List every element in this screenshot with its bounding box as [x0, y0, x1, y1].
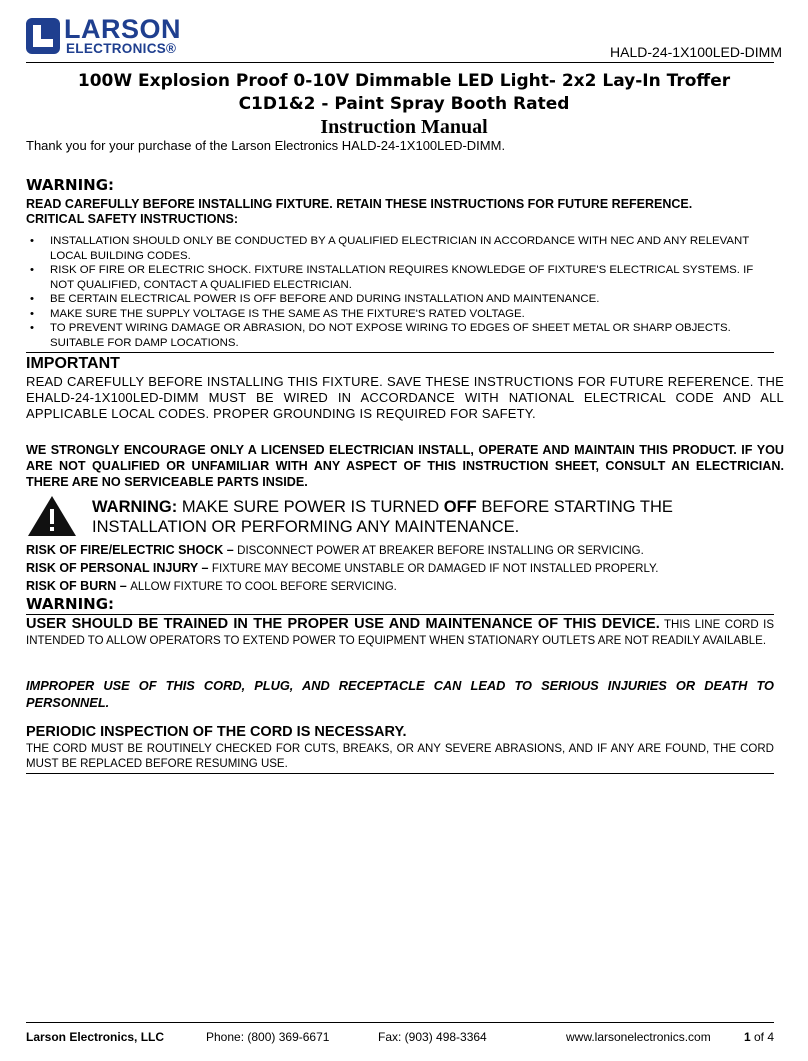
header-divider	[26, 62, 774, 63]
warning2-divider	[26, 614, 774, 615]
risk-text: FIXTURE MAY BECOME UNSTABLE OR DAMAGED IF NOT INSTALLED PROPERLY.	[211, 563, 659, 575]
safety-bullet-list	[26, 234, 766, 350]
power-warning-label: WARNING:	[92, 498, 178, 516]
training-lead: USER SHOULD BE TRAINED IN THE PROPER USE AND MAINTENANCE OF THIS DEVICE.	[26, 616, 660, 632]
logo-brand-line1: LARSON	[64, 14, 181, 44]
power-warning-line2: INSTALLATION OR PERFORMING ANY MAINTENANCE.	[92, 518, 520, 536]
list-item: • BE CERTAIN ELECTRICAL POWER IS OFF BEFORE AND DURING INSTALLATION AND MAINTENANCE.	[26, 292, 766, 307]
warning-triangle-icon	[26, 494, 78, 538]
footer-phone: Phone: (800) 369-6671	[206, 1030, 330, 1044]
risk-text: DISCONNECT POWER AT BREAKER BEFORE INSTALLING OR SERVICING.	[237, 545, 644, 557]
licensed-electrician-paragraph: WE STRONGLY ENCOURAGE ONLY A LICENSED ELECTRICIAN INSTALL, OPERATE AND MAINTAIN THIS PRODUCT. IF YOU ARE NOT QUALIFIED OR UNFAMILIAR WITH ANY ASPECT OF THIS INSTRUCTION SHEET, CONSULT AN ELECTRICIAN. THERE ARE NO SERVICEABLE PARTS INSIDE.	[26, 443, 784, 489]
power-warning-text-a: MAKE SURE POWER IS TURNED	[177, 498, 444, 516]
risk-label: RISK OF FIRE/ELECTRIC SHOCK –	[26, 543, 238, 557]
warning-heading-2: WARNING:	[26, 595, 115, 613]
risk-text: ALLOW FIXTURE TO COOL BEFORE SERVICING.	[130, 581, 397, 593]
training-paragraph	[26, 616, 774, 649]
logo-mark-icon	[26, 18, 60, 54]
doc-title-line1: 100W Explosion Proof 0-10V Dimmable LED Light- 2x2 Lay-In Troffer	[77, 71, 731, 91]
improper-use-warning: IMPROPER USE OF THIS CORD, PLUG, AND RECEPTACLE CAN LEAD TO SERIOUS INJURIES OR DEATH TO PERSONNEL.	[26, 678, 774, 710]
larson-logo	[26, 16, 246, 58]
footer-page-number	[744, 1030, 774, 1044]
doc-title-line2: C1D1&2 - Paint Spray Booth Rated	[238, 94, 570, 114]
logo-brand-line2: ELECTRONICS®	[66, 41, 177, 56]
footer-website: www.larsonelectronics.com	[566, 1030, 711, 1044]
list-item: • MAKE SURE THE SUPPLY VOLTAGE IS THE SAME AS THE FIXTURE'S RATED VOLTAGE.	[26, 307, 766, 322]
list-item: • INSTALLATION SHOULD ONLY BE CONDUCTED BY A QUALIFIED ELECTRICIAN IN ACCORDANCE WITH NEC AND ANY RELEVANT LOCAL BUILDING CODES.	[26, 234, 766, 263]
doc-title-line3: Instruction Manual	[320, 116, 488, 138]
list-item: • TO PREVENT WIRING DAMAGE OR ABRASION, DO NOT EXPOSE WIRING TO EDGES OF SHEET METAL OR SHARP OBJECTS. SUITABLE FOR DAMP LOCATIONS.	[26, 321, 766, 350]
footer-fax: Fax: (903) 498-3364	[378, 1030, 487, 1044]
footer-divider	[26, 1022, 774, 1023]
important-paragraph: READ CAREFULLY BEFORE INSTALLING THIS FIXTURE. SAVE THESE INSTRUCTIONS FOR FUTURE REFERENCE. THE EHALD-24-1X100LED-DIMM MUST BE WIRED IN ACCORDANCE WITH NATIONAL ELECTRICAL CODE AND ALL APPLICABLE LOCAL CODES. PROPER GROUNDING IS REQUIRED FOR SAFETY.	[26, 374, 784, 421]
warning-heading: WARNING:	[26, 176, 115, 194]
section-divider	[26, 352, 774, 353]
risk-item	[26, 542, 658, 560]
model-number: HALD-24-1X100LED-DIMM	[610, 44, 782, 60]
list-item: • RISK OF FIRE OR ELECTRIC SHOCK. FIXTURE INSTALLATION REQUIRES KNOWLEDGE OF FIXTURE'S ELECTRICAL SYSTEMS. IF NOT QUALIFIED, CONTACT A QUALIFIED ELECTRICIAN.	[26, 263, 766, 292]
risk-list	[26, 542, 658, 596]
training-rest: THIS LINE CORD IS INTENDED TO ALLOW OPERATORS TO EXTEND POWER TO EQUIPMENT WHEN STATIONARY OUTLETS ARE NOT READILY AVAILABLE.	[26, 619, 774, 647]
important-heading: IMPORTANT	[26, 355, 120, 372]
risk-label: RISK OF PERSONAL INJURY –	[26, 561, 212, 575]
warning-read-carefully: READ CAREFULLY BEFORE INSTALLING FIXTURE. RETAIN THESE INSTRUCTIONS FOR FUTURE REFERENCE.	[26, 197, 693, 211]
page-current: 1	[743, 1030, 751, 1044]
power-warning-off: OFF	[443, 498, 477, 516]
power-warning-line1	[92, 497, 673, 517]
risk-item	[26, 560, 658, 578]
inspection-text: THE CORD MUST BE ROUTINELY CHECKED FOR CUTS, BREAKS, OR ANY SEVERE ABRASIONS, AND IF ANY ARE FOUND, THE CORD MUST BE REPLACED BEFORE RESUMING USE.	[26, 743, 774, 770]
page-total: of 4	[750, 1030, 774, 1044]
risk-item	[26, 578, 658, 596]
footer-company: Larson Electronics, LLC	[26, 1030, 165, 1044]
critical-safety-label: CRITICAL SAFETY INSTRUCTIONS:	[26, 212, 239, 226]
warning2-bottom-divider	[26, 773, 774, 774]
inspection-heading: PERIODIC INSPECTION OF THE CORD IS NECESSARY.	[26, 724, 407, 740]
thank-you-text: Thank you for your purchase of the Larson Electronics HALD-24-1X100LED-DIMM.	[26, 138, 506, 153]
power-warning-text-b: BEFORE STARTING THE	[476, 498, 673, 516]
risk-label: RISK OF BURN –	[26, 579, 131, 593]
